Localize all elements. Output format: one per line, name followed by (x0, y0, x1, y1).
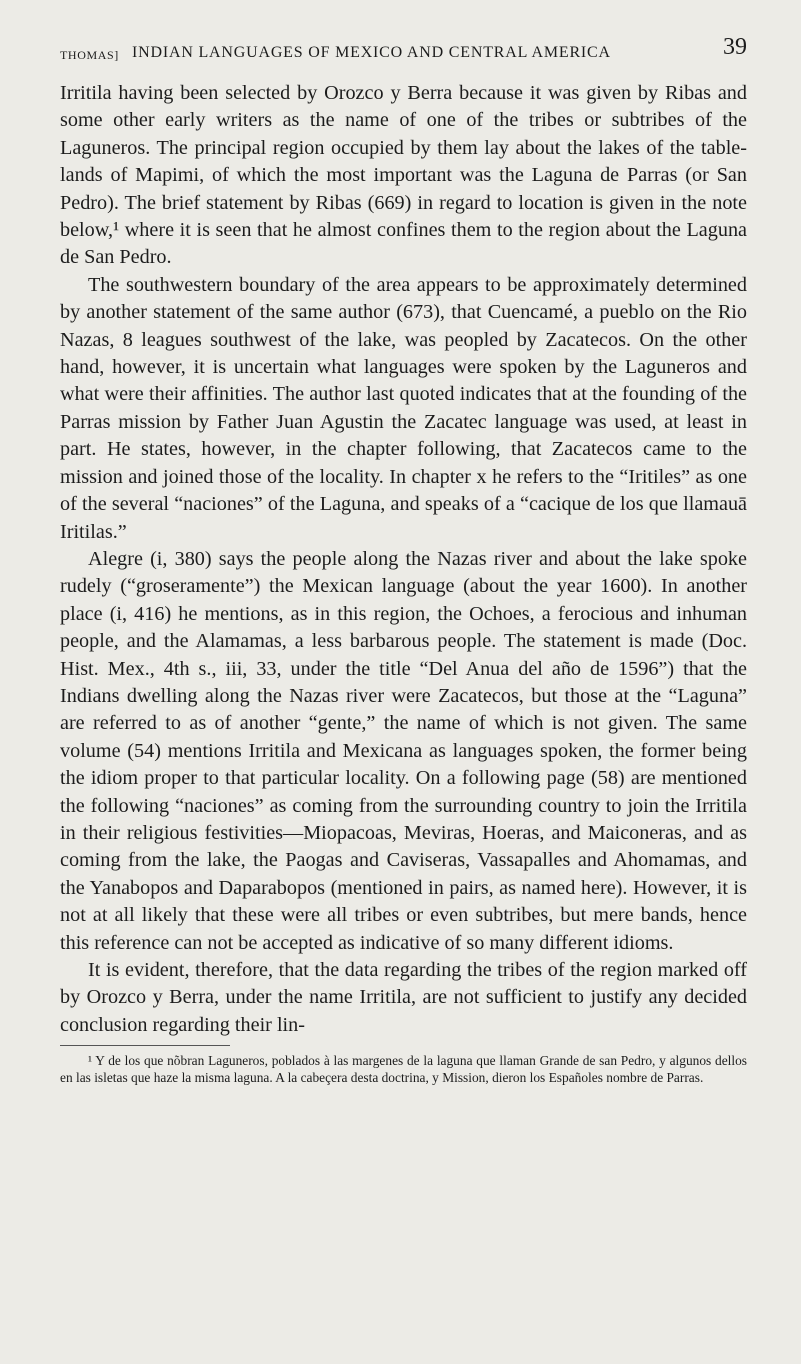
header-author: THOMAS] (60, 48, 119, 62)
footnote-rule (60, 1045, 230, 1046)
main-text (60, 80, 747, 1039)
page-number: 39 (723, 34, 747, 60)
footnote: ¹ Y de los que nõbran Laguneros, poblados à las margenes de la laguna que llaman Grande de san Pedro, y algunos dellos en las isletas que haze la misma laguna. A la cabeçera desta doctrina, y Mission, dieron los Españoles nombre de Parras. (60, 1053, 747, 1086)
header-title: INDIAN LANGUAGES OF MEXICO AND CENTRAL AMERICA (132, 44, 611, 61)
paragraph-1: Irritila having been selected by Orozco y Berra because it was given by Ribas and some other early writers as the name of one of the tribes or subtribes of the Laguneros. The principal region occupied by them lay about the lakes of the table-lands of Mapimi, of which the most important was the Laguna de Parras (or San Pedro). The brief statement by Ribas (669) in regard to location is given in the note below,¹ where it is seen that he almost confines them to the region about the Laguna de San Pedro. (60, 82, 747, 269)
paragraph-4: It is evident, therefore, that the data regarding the tribes of the region marked off by Orozco y Berra, under the name Irritila, are not sufficient to justify any decided conclusion regarding their lin- (60, 959, 747, 1036)
paragraph-2: The southwestern boundary of the area appears to be approximately determined by another statement of the same author (673), that Cuencamé, a pueblo on the Rio Nazas, 8 leagues southwest of the lake, was peopled by Zacatecos. On the other hand, however, it is uncertain what languages were spoken by the Laguneros and what were their affinities. The author last quoted indicates that at the founding of the Parras mission by Father Juan Agustin the Zacatec language was used, at least in part. He states, however, in the chapter following, that Zacatecos came to the mission and joined those of the locality. In chapter x he refers to the “Iritiles” as one of the several “naciones” of the Laguna, and speaks of a “cacique de los que llamauā Iritilas.” (60, 273, 747, 543)
running-header (60, 34, 747, 64)
paragraph-3: Alegre (i, 380) says the people along the Nazas river and about the lake spoke rudely (“groseramente”) the Mexican language (about the year 1600). In another place (i, 416) he mentions, as in this region, the Ochoes, a ferocious and inhuman people, and the Alamamas, a less barbarous people. The statement is made (Doc. Hist. Mex., 4th s., iii, 33, under the title “Del Anua del año de 1596”) that the Indians dwelling along the Nazas river were Zacatecos, but those at the “Laguna” are referred to as of another “gente,” the name of which is not given. The same volume (54) mentions Irritila and Mexicana as languages spoken, the former being the idiom proper to that particular locality. On a following page (58) are mentioned the following “naciones” as coming from the surrounding country to join the Irritila in their religious festivities—Miopacoas, Meviras, Hoeras, and Maiconeras, and as coming from the lake, the Paogas and Caviseras, Vassapalles and Ahomamas, and the Yanabopos and Daparabopos (mentioned in pairs, as named here). However, it is not at all likely that these were all tribes or even subtribes, but mere bands, hence this reference can not be accepted as indicative of so many different idioms. (60, 547, 747, 954)
